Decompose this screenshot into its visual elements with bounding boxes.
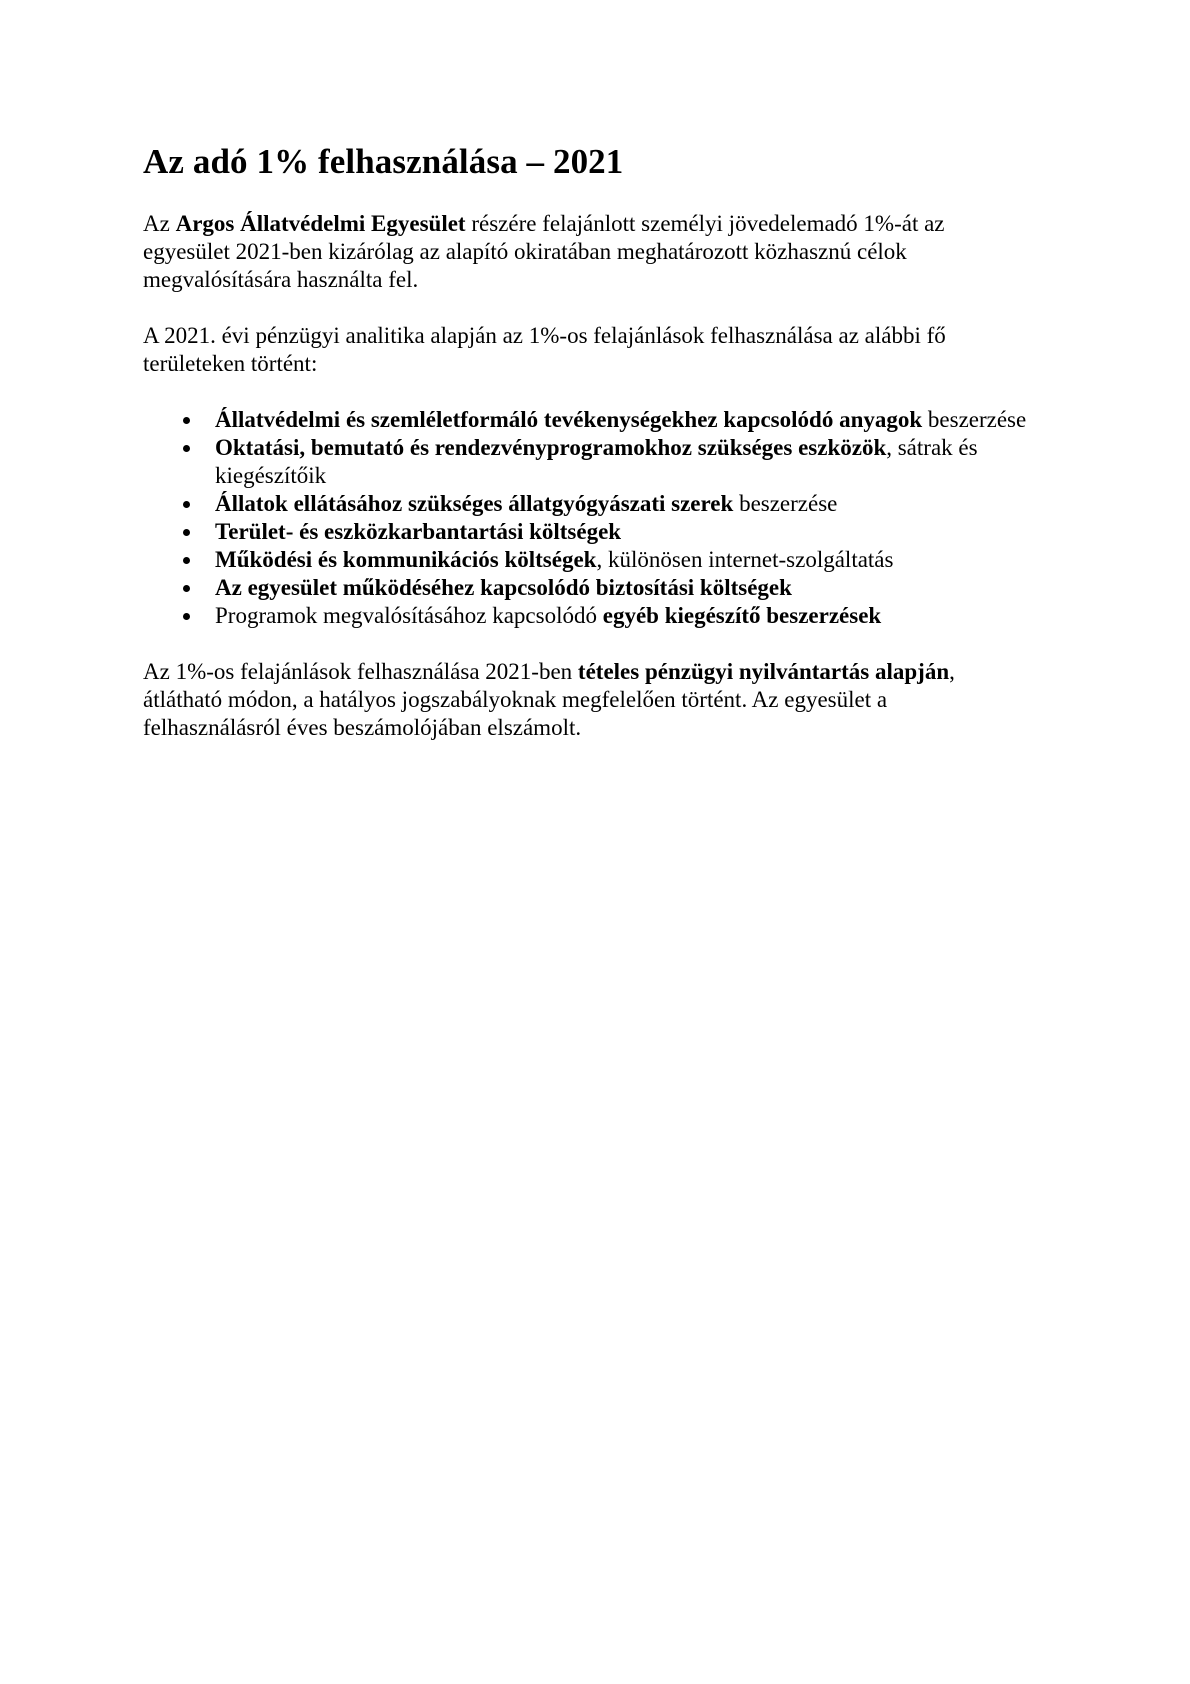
page-title: Az adó 1% felhasználása – 2021	[143, 142, 624, 181]
bullet-icon	[183, 417, 190, 424]
bullet-icon	[183, 445, 190, 452]
closing-text-before: Az 1%-os felajánlások felhasználása 2021-ben	[143, 659, 578, 684]
closing-paragraph	[143, 658, 1023, 742]
list-item: Az egyesület működéséhez kapcsolódó biztosítási költségek	[143, 574, 1035, 602]
closing-text-after: , átlátható módon, a hatályos jogszabályoknak megfelelően történt. Az egyesület a felhasználásról éves beszámolójában elszámolt.	[143, 659, 955, 740]
document-page	[143, 142, 1043, 742]
list-item: Működési és kommunikációs költségek, különösen internet-szolgáltatás	[143, 546, 1035, 574]
intro-text-before: Az	[143, 211, 176, 236]
analytics-paragraph: A 2021. évi pénzügyi analitika alapján az 1%-os felajánlások felhasználása az alábbi fő területeken történt:	[143, 323, 946, 376]
list-item: Terület- és eszközkarbantartási költségek	[143, 518, 1035, 546]
intro-paragraph	[143, 210, 993, 294]
list-item: Állatvédelmi és szemléletformáló tevékenységekhez kapcsolódó anyagok beszerzése	[143, 406, 1035, 434]
bullet-icon	[183, 585, 190, 592]
bullet-icon	[183, 557, 190, 564]
list-item: Programok megvalósításához kapcsolódó egyéb kiegészítő beszerzések	[143, 602, 1035, 630]
list-item: Oktatási, bemutató és rendezvényprogramokhoz szükséges eszközök, sátrak és kiegészítőik	[143, 434, 1035, 490]
closing-bold-text: tételes pénzügyi nyilvántartás alapján	[577, 659, 950, 684]
intro-text-after: részére felajánlott személyi jövedelemadó 1%-át az egyesület 2021-ben kizárólag az alapító okiratában meghatározott közhasznú célok megvalósítására használta fel.	[143, 211, 945, 292]
usage-list	[143, 406, 1043, 630]
bullet-icon	[183, 501, 190, 508]
bullet-icon	[183, 529, 190, 536]
list-item: Állatok ellátásához szükséges állatgyógyászati szerek beszerzése	[143, 490, 1035, 518]
organization-name: Argos Állatvédelmi Egyesület	[175, 211, 466, 236]
bullet-icon	[183, 613, 190, 620]
